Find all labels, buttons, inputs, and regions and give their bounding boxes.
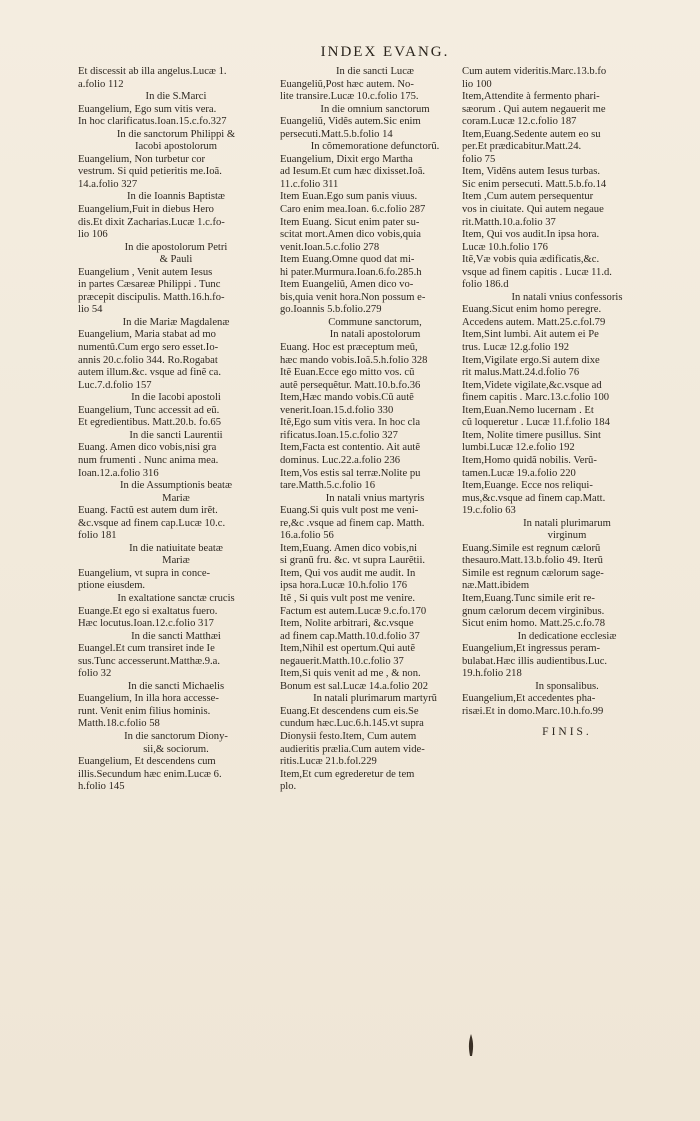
col1-line: &c.vsque ad finem cap.Lucæ 10.c. bbox=[78, 517, 226, 529]
col1-line: In die Mariæ Magdalenæ bbox=[122, 316, 230, 328]
col2-line: Item Euan.Ego sum panis viuus. bbox=[280, 191, 418, 203]
col3-line: rit malus.Matt.24.d.folio 76 bbox=[462, 367, 580, 379]
col1-line: Ioan.12.a.folio 316 bbox=[78, 467, 159, 479]
col1-line: Euangelium, Non turbetur cor bbox=[78, 153, 206, 165]
col1-line: In die sanctorum Philippi & bbox=[116, 128, 236, 140]
col3-line: Cum autem videritis.Marc.13.b.fo bbox=[462, 66, 607, 77]
col1-line: In die Iacobi apostoli bbox=[131, 392, 221, 404]
col1-line: Matth.18.c.folio 58 bbox=[78, 718, 160, 730]
col1-line: Et egredientibus. Matt.20.b. fo.65 bbox=[78, 417, 221, 429]
index-column-right bbox=[462, 66, 672, 739]
col1-line: dis.Et dixit Zacharias.Lucæ 1.c.fo- bbox=[78, 216, 225, 228]
col2-line: Euang.Si quis vult post me veni- bbox=[280, 505, 419, 517]
col3-line: gnum cælorum decem virginibus. bbox=[462, 605, 605, 617]
col1-line: lio 54 bbox=[78, 304, 103, 316]
col2-line: Itẽ,Ego sum vitis vera. In hoc cla bbox=[280, 417, 421, 429]
col2-line: In die sancti Lucæ bbox=[336, 66, 414, 77]
col2-line: Item,Vos estis sal terræ.Nolite pu bbox=[280, 467, 421, 479]
col1-line: Euangelium, Et descendens cum bbox=[78, 756, 216, 768]
col1-line: h.folio 145 bbox=[78, 781, 125, 793]
col3-line: Item, Nolite timere pusillus. Sint bbox=[462, 429, 601, 441]
col2-line: negauerit.Matth.10.c.folio 37 bbox=[280, 655, 404, 667]
col1-line: a.folio 112 bbox=[78, 78, 124, 90]
col3-line: Euangelium,Et accedentes pha- bbox=[462, 693, 596, 705]
col1-line: Iacobi apostolorum bbox=[134, 141, 218, 153]
col2-line: ipsa hora.Lucæ 10.h.folio 176 bbox=[280, 580, 408, 592]
col1-line: folio 181 bbox=[78, 530, 117, 542]
col3-line: Item, Qui vos audit.In ipsa hora. bbox=[462, 229, 600, 241]
col2-line: Item,Nihil est opertum.Qui autẽ bbox=[280, 643, 416, 655]
col3-line: thesauro.Matt.13.b.folio 49. Iterũ bbox=[462, 555, 603, 567]
col1-line: Mariæ bbox=[162, 555, 190, 567]
col2-line: ad finem cap.Matth.10.d.folio 37 bbox=[280, 630, 420, 642]
col3-line: coram.Lucæ 12.c.folio 187 bbox=[462, 116, 577, 128]
col2-line: Itẽ Euan.Ecce ego mitto vos. cũ bbox=[280, 367, 415, 379]
col2-line: In cõmemoratione defunctorũ. bbox=[310, 141, 440, 153]
col3-line: In dedicatione ecclesiæ bbox=[517, 630, 617, 642]
col1-line: Euangelium,Fuit in diebus Hero bbox=[78, 204, 214, 216]
col3-line: Lucæ 10.h.folio 176 bbox=[462, 241, 548, 253]
col3-line: Item, Vidẽns autem Iesus turbas. bbox=[462, 166, 601, 178]
col1-line: Euangelium, Maria stabat ad mo bbox=[78, 329, 216, 341]
col1-line: num frumenti . Nunc anima mea. bbox=[78, 454, 219, 466]
col1-line: Euangel.Et cum transiret inde Ie bbox=[78, 643, 215, 655]
col2-line: scitat mort.Amen dico vobis,quia bbox=[280, 229, 421, 241]
col1-line: præcepit discipulis. Matth.16.h.fo- bbox=[78, 291, 225, 303]
col2-line: lite transire.Lucæ 10.c.folio 175. bbox=[280, 91, 419, 103]
col1-line: Euangelium, Ego sum vitis vera. bbox=[78, 103, 217, 115]
col1-line: In die sancti Laurentii bbox=[129, 429, 223, 441]
col3-line: folio 75 bbox=[462, 153, 496, 165]
printers-ornament-icon bbox=[466, 1034, 476, 1056]
col2-line: Commune sanctorum, bbox=[328, 316, 422, 328]
col1-line: in partes Cæsareæ Philippi . Tunc bbox=[78, 279, 221, 291]
col1-line: sus.Tunc accesserunt.Matthæ.9.a. bbox=[78, 655, 221, 667]
col3-line: folio 186.d bbox=[462, 279, 509, 291]
col3-line: In natali plurimarum bbox=[523, 517, 611, 529]
col2-line: Item, Qui vos audit me audit. In bbox=[280, 567, 416, 579]
col2-line: Euangeliũ,Post hæc autem. No- bbox=[280, 78, 414, 90]
col2-line: venerit.Ioan.15.d.folio 330 bbox=[280, 404, 394, 416]
col2-line: dominus. Luc.22.a.folio 236 bbox=[280, 454, 401, 466]
col3-line: Item,Sint lumbi. Ait autem ei Pe bbox=[462, 329, 599, 341]
col3-line: Euang.Sicut enim homo peregre. bbox=[462, 304, 602, 316]
col2-line: Item,Si quis venit ad me , & non. bbox=[280, 668, 421, 680]
col3-line: Item,Homo quidã nobilis. Verũ- bbox=[462, 454, 597, 466]
col1-line: In die apostolorum Petri bbox=[124, 241, 228, 253]
col1-line: Euangelium , Venit autem Iesus bbox=[78, 266, 213, 278]
col3-line: lumbi.Lucæ 12.e.folio 192 bbox=[462, 442, 575, 454]
col3-line: cũ loqueretur . Lucæ 11.f.folio 184 bbox=[462, 417, 610, 429]
col1-line: In hoc clarificatus.Ioan.15.c.fo.327 bbox=[78, 116, 227, 128]
col3-line: Item,Videte vigilate,&c.vsque ad bbox=[462, 379, 602, 391]
col1-line: ptione eiusdem. bbox=[78, 580, 146, 592]
col3-line: In sponsalibus. bbox=[535, 680, 599, 692]
col2-line: hi pater.Murmura.Ioan.6.fo.285.h bbox=[280, 266, 422, 278]
col2-line: bis,quia venit hora.Non possum e- bbox=[280, 291, 426, 303]
col1-line: 14.a.folio 327 bbox=[78, 178, 138, 190]
col1-line: runt. Venit enim filius hominis. bbox=[78, 705, 211, 717]
col1-line: In die sanctorum Diony- bbox=[124, 730, 228, 742]
col3-line: Item,Attendite à fermento phari- bbox=[462, 91, 600, 103]
col3-line: Item,Euange. Ecce nos reliqui- bbox=[462, 480, 593, 492]
col2-line: Euangelium, Dixit ergo Martha bbox=[280, 153, 413, 165]
col3-line: per.Et prædicabitur.Matt.24. bbox=[462, 141, 582, 153]
col3-line: vsque ad finem capitis . Lucæ 11.d. bbox=[462, 266, 612, 278]
col1-line: lio 106 bbox=[78, 229, 108, 241]
col3-line: virginum bbox=[547, 530, 587, 542]
col3-line: Item,Euang.Tunc simile erit re- bbox=[462, 592, 595, 604]
col2-line: autẽ persequẽtur. Matt.10.b.fo.36 bbox=[280, 379, 421, 391]
col3-line: Item ,Cum autem persequentur bbox=[462, 191, 594, 203]
col3-line: Item,Euang.Sedente autem eo su bbox=[462, 128, 601, 140]
col2-line: Item,Euang. Amen dico vobis,ni bbox=[280, 542, 418, 554]
col2-line: Item Euang.Omne quod dat mi- bbox=[280, 254, 415, 266]
col1-line: Euangelium, Tunc accessit ad eũ. bbox=[78, 404, 220, 416]
col2-line: Item, Nolite arbitrari, &c.vsque bbox=[280, 618, 414, 630]
col2-line: plo. bbox=[280, 781, 297, 793]
col2-line: Item Euang. Sicut enim pater su- bbox=[280, 216, 420, 228]
col2-line: Itẽ , Si quis vult post me venire. bbox=[280, 592, 416, 604]
col2-line: Euang.Et descendens cum eis.Se bbox=[280, 705, 419, 717]
col1-line: vestrum. Si quid petieritis me.Ioã. bbox=[78, 166, 222, 178]
col1-line: illis.Secundum hæc enim.Lucæ 6. bbox=[78, 768, 222, 780]
index-column-right-lines bbox=[462, 66, 672, 718]
col2-line: Euang. Hoc est præceptum meũ, bbox=[280, 342, 418, 354]
col1-line: Euang. Factũ est autem dum irẽt. bbox=[78, 505, 218, 517]
col1-line: numentũ.Cum ergo sero esset.Io- bbox=[78, 342, 219, 354]
index-column-left bbox=[78, 66, 274, 794]
col2-line: In natali plurimarum martyrũ bbox=[313, 693, 437, 705]
col2-line: Item,Hæc mando vobis.Cũ autẽ bbox=[280, 392, 414, 404]
col3-line: rit.Matth.10.a.folio 37 bbox=[462, 216, 556, 228]
col3-line: Simile est regnum cælorum sage- bbox=[462, 567, 604, 579]
col2-line: Factum est autem.Lucæ 9.c.fo.170 bbox=[280, 605, 427, 617]
col3-line: In natali vnius confessoris bbox=[511, 291, 623, 303]
col2-line: si granũ fru. &c. vt supra Laurẽtii. bbox=[280, 555, 426, 567]
col3-line: Item,Euan.Nemo lucernam . Et bbox=[462, 404, 594, 416]
col2-line: Euangeliũ, Vidẽs autem.Sic enim bbox=[280, 116, 421, 128]
running-header: INDEX EVANG. bbox=[320, 44, 450, 60]
col1-line: autem illum.&c. vsque ad finẽ ca. bbox=[78, 367, 221, 379]
col3-line: trus. Lucæ 12.g.folio 192 bbox=[462, 342, 570, 354]
col3-line: Itẽ,Væ vobis quia ædificatis,&c. bbox=[462, 254, 600, 266]
col2-line: ad Iesum.Et cum hæc dixisset.Ioã. bbox=[280, 166, 426, 178]
col2-line: Item,Facta est contentio. Ait autẽ bbox=[280, 442, 421, 454]
col3-line: Euang.Simile est regnum cælorũ bbox=[462, 542, 601, 554]
col2-line: re,&c .vsque ad finem cap. Matth. bbox=[280, 517, 425, 529]
col1-line: annis 20.c.folio 344. Ro.Rogabat bbox=[78, 354, 218, 366]
col3-line: 19.c.folio 63 bbox=[462, 505, 516, 517]
col2-line: go.Ioannis 5.b.folio.279 bbox=[280, 304, 382, 316]
col1-line: Euang. Amen dico vobis,nisi gra bbox=[78, 442, 217, 454]
col3-line: tamen.Lucæ 19.a.folio 220 bbox=[462, 467, 576, 479]
index-column-middle bbox=[280, 66, 470, 794]
col2-line: 11.c.folio 311 bbox=[280, 178, 339, 190]
col3-line: Euangelium,Et ingressus peram- bbox=[462, 643, 600, 655]
col2-line: audieritis prælia.Cum autem vide- bbox=[280, 743, 425, 755]
col3-line: Accedens autem. Matt.25.c.fol.79 bbox=[462, 316, 606, 328]
col2-line: hæc mando vobis.Ioã.5.h.folio 328 bbox=[280, 354, 428, 366]
col3-line: Item,Vigilate ergo.Si autem dixe bbox=[462, 354, 600, 366]
col3-line: lio 100 bbox=[462, 78, 492, 90]
col3-line: 19.h.folio 218 bbox=[462, 668, 522, 680]
col1-line: In die Ioannis Baptistæ bbox=[127, 191, 225, 203]
col3-line: Sicut enim homo. Matt.25.c.fo.78 bbox=[462, 618, 606, 630]
col1-line: Euangelium, vt supra in conce- bbox=[78, 567, 211, 579]
col2-line: 16.a.folio 56 bbox=[280, 530, 334, 542]
col2-line: tare.Matth.5.c.folio 16 bbox=[280, 480, 376, 492]
col1-line: folio 32 bbox=[78, 668, 112, 680]
col2-line: ritis.Lucæ 21.b.fol.229 bbox=[280, 756, 377, 768]
col2-line: venit.Ioan.5.c.folio 278 bbox=[280, 241, 380, 253]
col2-line: Item Euangeliũ, Amen dico vo- bbox=[280, 279, 414, 291]
col3-line: næ.Matt.ibidem bbox=[462, 580, 530, 592]
col2-line: persecuti.Matt.5.b.folio 14 bbox=[280, 128, 393, 140]
col2-line: In natali vnius martyris bbox=[325, 492, 425, 504]
col1-line: Hæc locutus.Ioan.12.c.folio 317 bbox=[78, 618, 214, 630]
col2-line: Bonum est sal.Lucæ 14.a.folio 202 bbox=[280, 680, 429, 692]
col1-line: Luc.7.d.folio 157 bbox=[78, 379, 152, 391]
col2-line: rificatus.Ioan.15.c.folio 327 bbox=[280, 429, 398, 441]
col1-line: In exaltatione sanctæ crucis bbox=[117, 592, 235, 604]
col1-line: Euange.Et ego si exaltatus fuero. bbox=[78, 605, 218, 617]
col2-line: In natali apostolorum bbox=[329, 329, 421, 341]
col2-line: Dionysii festo.Item, Cum autem bbox=[280, 730, 417, 742]
col3-line: finem capitis . Marc.13.c.folio 100 bbox=[462, 392, 610, 404]
col3-line: Sic enim persecuti. Matt.5.b.fo.14 bbox=[462, 178, 607, 190]
col3-line: vos in ciuitate. Qui autem negaue bbox=[462, 204, 604, 216]
col1-line: In die natiuitate beatæ bbox=[129, 542, 223, 554]
finis-label: FINIS. bbox=[542, 726, 592, 739]
col3-line: risæi.Et in domo.Marc.10.h.fo.99 bbox=[462, 705, 604, 717]
col3-line: mus,&c.vsque ad finem cap.Matt. bbox=[462, 492, 606, 504]
col3-line: sæorum . Qui autem negauerit me bbox=[462, 103, 606, 115]
col2-line: cundum hæc.Luc.6.h.145.vt supra bbox=[280, 718, 424, 730]
col3-line: bulabat.Hæc illis audientibus.Luc. bbox=[462, 655, 608, 667]
col1-line: In die sancti Michaelis bbox=[127, 680, 225, 692]
col1-line: In die Assumptionis beatæ bbox=[119, 480, 233, 492]
col2-line: In die omnium sanctorum bbox=[320, 103, 430, 115]
col1-line: Et discessit ab illa angelus.Lucæ 1. bbox=[78, 66, 227, 77]
col1-line: sii,& sociorum. bbox=[143, 743, 209, 755]
col1-line: Mariæ bbox=[162, 492, 190, 504]
col1-line: & Pauli bbox=[159, 254, 193, 266]
col2-line: Item,Et cum egrederetur de tem bbox=[280, 768, 415, 780]
col1-line: In die S.Marci bbox=[145, 91, 207, 103]
col1-line: Euangelium, In illa hora accesse- bbox=[78, 693, 219, 705]
col1-line: In die sancti Matthæi bbox=[131, 630, 221, 642]
col2-line: Caro enim mea.Ioan. 6.c.folio 287 bbox=[280, 204, 426, 216]
